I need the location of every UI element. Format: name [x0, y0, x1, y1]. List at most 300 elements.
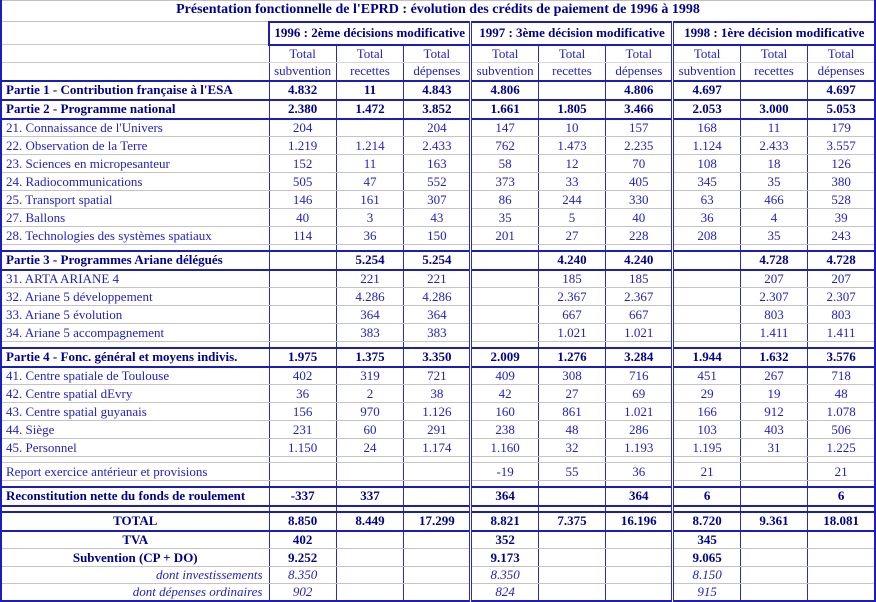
value-cell: 18: [740, 155, 807, 173]
value-cell: 528: [808, 191, 875, 209]
value-cell: 4.697: [808, 81, 875, 100]
value-cell: 39: [808, 209, 875, 227]
value-cell: 4.806: [606, 81, 673, 100]
row-label: 27. Ballons: [1, 209, 269, 227]
table-row: [1, 288, 875, 306]
value-cell: 221: [336, 270, 403, 288]
row-label: dont investissements: [1, 567, 269, 584]
value-cell: 3.000: [740, 100, 807, 119]
table-row: [1, 549, 875, 567]
value-cell: 364: [336, 306, 403, 324]
row-label: 28. Technologies des systèmes spatiaux: [1, 227, 269, 245]
value-cell: 1.174: [404, 439, 471, 457]
value-cell: 337: [336, 487, 403, 506]
value-cell: [740, 584, 807, 601]
value-cell: 409: [471, 367, 538, 385]
value-cell: 1.195: [673, 439, 740, 457]
value-cell: 9.252: [269, 549, 336, 567]
value-cell: 33: [538, 173, 605, 191]
value-cell: [538, 567, 605, 584]
row-label: TVA: [1, 531, 269, 549]
value-cell: 11: [336, 155, 403, 173]
table-row: [1, 119, 875, 137]
value-cell: 402: [269, 531, 336, 549]
value-cell: 21: [673, 463, 740, 481]
value-cell: 308: [538, 367, 605, 385]
value-cell: 4.832: [269, 81, 336, 100]
value-cell: [606, 549, 673, 567]
value-cell: 11: [740, 119, 807, 137]
value-cell: 231: [269, 421, 336, 439]
value-cell: 42: [471, 385, 538, 403]
row-label: Partie 3 - Programmes Ariane délégués: [1, 251, 269, 270]
row-label: 45. Personnel: [1, 439, 269, 457]
value-cell: 718: [808, 367, 875, 385]
value-cell: 63: [673, 191, 740, 209]
value-cell: 3: [336, 209, 403, 227]
value-cell: 152: [269, 155, 336, 173]
value-cell: [808, 549, 875, 567]
value-cell: 8.350: [269, 567, 336, 584]
value-cell: 201: [471, 227, 538, 245]
value-cell: 179: [808, 119, 875, 137]
row-label: 34. Ariane 5 accompagnement: [1, 324, 269, 342]
value-cell: 403: [740, 421, 807, 439]
value-cell: [740, 531, 807, 549]
subheader-total: Total: [471, 45, 538, 63]
value-cell: 383: [404, 324, 471, 342]
value-cell: 1.150: [269, 439, 336, 457]
value-cell: 4: [740, 209, 807, 227]
value-cell: 364: [606, 487, 673, 506]
value-cell: 1.975: [269, 348, 336, 367]
value-cell: [269, 270, 336, 288]
value-cell: 4.286: [336, 288, 403, 306]
value-cell: 1.225: [808, 439, 875, 457]
value-cell: 3.466: [606, 100, 673, 119]
subheader-kind: subvention: [269, 63, 336, 81]
value-cell: 168: [673, 119, 740, 137]
value-cell: [471, 306, 538, 324]
value-cell: [336, 584, 403, 601]
table-row: [1, 324, 875, 342]
value-cell: 47: [336, 173, 403, 191]
table-row: [1, 100, 875, 119]
value-cell: 286: [606, 421, 673, 439]
value-cell: 5.254: [404, 251, 471, 270]
subheader-total: Total: [538, 45, 605, 63]
table-row: [1, 209, 875, 227]
value-cell: 10: [538, 119, 605, 137]
row-label: 25. Transport spatial: [1, 191, 269, 209]
table-row: [1, 251, 875, 270]
value-cell: [269, 463, 336, 481]
table-row: [1, 421, 875, 439]
value-cell: -19: [471, 463, 538, 481]
value-cell: 36: [606, 463, 673, 481]
table-row: [1, 567, 875, 584]
subheader-kind: dépenses: [808, 63, 875, 81]
value-cell: 8.350: [471, 567, 538, 584]
value-cell: 108: [673, 155, 740, 173]
row-label: 32. Ariane 5 développement: [1, 288, 269, 306]
value-cell: 2.380: [269, 100, 336, 119]
row-label: Subvention (CP + DO): [1, 549, 269, 567]
table-row: [1, 81, 875, 100]
value-cell: 150: [404, 227, 471, 245]
value-cell: 27: [538, 227, 605, 245]
value-cell: [336, 463, 403, 481]
value-cell: 7.375: [538, 512, 605, 531]
table-row: [1, 191, 875, 209]
value-cell: 163: [404, 155, 471, 173]
value-cell: 48: [538, 421, 605, 439]
value-cell: [673, 324, 740, 342]
row-label: Report exercice antérieur et provisions: [1, 463, 269, 481]
value-cell: 2.433: [740, 137, 807, 155]
subheader-kind: recettes: [740, 63, 807, 81]
row-label: 41. Centre spatiale de Toulouse: [1, 367, 269, 385]
value-cell: 364: [404, 306, 471, 324]
value-cell: 18.081: [808, 512, 875, 531]
row-label: 42. Centre spatial dEvry: [1, 385, 269, 403]
year-group-header: 1997 : 3ème décision modificative: [471, 22, 673, 45]
value-cell: 5: [538, 209, 605, 227]
value-cell: 1.411: [740, 324, 807, 342]
value-cell: 4.697: [673, 81, 740, 100]
row-label: Partie 1 - Contribution française à l'ESA: [1, 81, 269, 100]
value-cell: [269, 306, 336, 324]
value-cell: 40: [606, 209, 673, 227]
value-cell: [538, 549, 605, 567]
value-cell: 2.367: [538, 288, 605, 306]
subheader-total: Total: [673, 45, 740, 63]
title-row: [1, 1, 875, 22]
table-row: [1, 512, 875, 531]
value-cell: 55: [538, 463, 605, 481]
table-row: [1, 227, 875, 245]
value-cell: 3.576: [808, 348, 875, 367]
value-cell: 4.843: [404, 81, 471, 100]
value-cell: 185: [606, 270, 673, 288]
value-cell: 803: [808, 306, 875, 324]
value-cell: 4.240: [606, 251, 673, 270]
value-cell: 383: [336, 324, 403, 342]
value-cell: 721: [404, 367, 471, 385]
subheader-total: Total: [404, 45, 471, 63]
row-label: Partie 4 - Fonc. général et moyens indivis.: [1, 348, 269, 367]
value-cell: 160: [471, 403, 538, 421]
table-row: [1, 348, 875, 367]
value-cell: 1.219: [269, 137, 336, 155]
value-cell: [471, 288, 538, 306]
row-label: 44. Siège: [1, 421, 269, 439]
value-cell: 1.021: [606, 403, 673, 421]
value-cell: 915: [673, 584, 740, 601]
value-cell: 8.449: [336, 512, 403, 531]
value-cell: 9.173: [471, 549, 538, 567]
value-cell: [404, 463, 471, 481]
value-cell: [336, 531, 403, 549]
value-cell: -337: [269, 487, 336, 506]
table-row: [1, 487, 875, 506]
value-cell: [673, 270, 740, 288]
value-cell: 204: [269, 119, 336, 137]
value-cell: 345: [673, 531, 740, 549]
subheader-row-2: [1, 63, 875, 81]
value-cell: [808, 531, 875, 549]
value-cell: 40: [269, 209, 336, 227]
value-cell: 2.235: [606, 137, 673, 155]
value-cell: 21: [808, 463, 875, 481]
value-cell: 32: [538, 439, 605, 457]
value-cell: [606, 584, 673, 601]
value-cell: 6: [673, 487, 740, 506]
value-cell: 207: [808, 270, 875, 288]
value-cell: 16.196: [606, 512, 673, 531]
row-label: 23. Sciences en micropesanteur: [1, 155, 269, 173]
value-cell: 244: [538, 191, 605, 209]
value-cell: 1.805: [538, 100, 605, 119]
value-cell: 8.720: [673, 512, 740, 531]
value-cell: 4.240: [538, 251, 605, 270]
value-cell: [606, 567, 673, 584]
value-cell: 166: [673, 403, 740, 421]
value-cell: 27: [538, 385, 605, 403]
value-cell: 1.214: [336, 137, 403, 155]
value-cell: 2.307: [808, 288, 875, 306]
value-cell: [740, 567, 807, 584]
subheader-kind: dépenses: [606, 63, 673, 81]
value-cell: 552: [404, 173, 471, 191]
value-cell: 291: [404, 421, 471, 439]
row-label: 33. Ariane 5 évolution: [1, 306, 269, 324]
value-cell: [336, 549, 403, 567]
value-cell: [673, 306, 740, 324]
value-cell: 466: [740, 191, 807, 209]
value-cell: 29: [673, 385, 740, 403]
value-cell: 48: [808, 385, 875, 403]
value-cell: 3.284: [606, 348, 673, 367]
value-cell: 11: [336, 81, 403, 100]
value-cell: 2.009: [471, 348, 538, 367]
year-group-header: 1996 : 2ème décisions modificative: [269, 22, 471, 45]
year-group-header: 1998 : 1ère décision modificative: [673, 22, 875, 45]
table-row: [1, 306, 875, 324]
value-cell: [404, 487, 471, 506]
value-cell: [471, 324, 538, 342]
row-label: 21. Connaissance de l'Univers: [1, 119, 269, 137]
table-row: [1, 173, 875, 191]
header-empty-cell: [1, 22, 269, 45]
value-cell: [336, 567, 403, 584]
value-cell: 405: [606, 173, 673, 191]
table-row: [1, 155, 875, 173]
table-row: [1, 439, 875, 457]
table-row: [1, 403, 875, 421]
value-cell: 803: [740, 306, 807, 324]
row-label: 24. Radiocommunications: [1, 173, 269, 191]
value-cell: 970: [336, 403, 403, 421]
value-cell: [673, 251, 740, 270]
value-cell: 902: [269, 584, 336, 601]
value-cell: 380: [808, 173, 875, 191]
value-cell: 4.286: [404, 288, 471, 306]
value-cell: 1.276: [538, 348, 605, 367]
value-cell: 19: [740, 385, 807, 403]
value-cell: 1.944: [673, 348, 740, 367]
table-row: [1, 385, 875, 403]
value-cell: [740, 81, 807, 100]
value-cell: 2: [336, 385, 403, 403]
value-cell: 4.728: [808, 251, 875, 270]
value-cell: [336, 119, 403, 137]
value-cell: 2.053: [673, 100, 740, 119]
subheader-total: Total: [606, 45, 673, 63]
value-cell: 2.367: [606, 288, 673, 306]
value-cell: [404, 531, 471, 549]
value-cell: 3.350: [404, 348, 471, 367]
value-cell: 6: [808, 487, 875, 506]
value-cell: 716: [606, 367, 673, 385]
subheader-total: Total: [740, 45, 807, 63]
value-cell: 228: [606, 227, 673, 245]
row-label: 22. Observation de la Terre: [1, 137, 269, 155]
value-cell: 70: [606, 155, 673, 173]
value-cell: 157: [606, 119, 673, 137]
value-cell: 267: [740, 367, 807, 385]
subheader-row-1: [1, 45, 875, 63]
value-cell: 8.821: [471, 512, 538, 531]
value-cell: 243: [808, 227, 875, 245]
value-cell: 36: [269, 385, 336, 403]
value-cell: 4.728: [740, 251, 807, 270]
value-cell: 1.193: [606, 439, 673, 457]
value-cell: 1.124: [673, 137, 740, 155]
value-cell: 307: [404, 191, 471, 209]
value-cell: 3.852: [404, 100, 471, 119]
value-cell: 5.053: [808, 100, 875, 119]
value-cell: 1.078: [808, 403, 875, 421]
value-cell: 1.472: [336, 100, 403, 119]
value-cell: 5.254: [336, 251, 403, 270]
value-cell: 204: [404, 119, 471, 137]
value-cell: 1.632: [740, 348, 807, 367]
value-cell: 208: [673, 227, 740, 245]
subheader-kind: recettes: [538, 63, 605, 81]
table-row: [1, 137, 875, 155]
value-cell: 86: [471, 191, 538, 209]
value-cell: [673, 288, 740, 306]
value-cell: 319: [336, 367, 403, 385]
row-label: 43. Centre spatial guyanais: [1, 403, 269, 421]
value-cell: 2.433: [404, 137, 471, 155]
value-cell: 58: [471, 155, 538, 173]
value-cell: [740, 487, 807, 506]
value-cell: 60: [336, 421, 403, 439]
value-cell: [404, 549, 471, 567]
value-cell: 330: [606, 191, 673, 209]
value-cell: 69: [606, 385, 673, 403]
value-cell: 1.375: [336, 348, 403, 367]
value-cell: 12: [538, 155, 605, 173]
value-cell: [538, 81, 605, 100]
value-cell: 156: [269, 403, 336, 421]
value-cell: [269, 288, 336, 306]
value-cell: 147: [471, 119, 538, 137]
subheader-kind: subvention: [673, 63, 740, 81]
value-cell: [740, 549, 807, 567]
value-cell: 103: [673, 421, 740, 439]
value-cell: 17.299: [404, 512, 471, 531]
value-cell: 4.806: [471, 81, 538, 100]
value-cell: [808, 584, 875, 601]
row-label: 31. ARTA ARIANE 4: [1, 270, 269, 288]
value-cell: 35: [740, 227, 807, 245]
value-cell: 36: [673, 209, 740, 227]
value-cell: 35: [740, 173, 807, 191]
value-cell: [538, 487, 605, 506]
value-cell: 912: [740, 403, 807, 421]
value-cell: 762: [471, 137, 538, 155]
value-cell: 9.065: [673, 549, 740, 567]
value-cell: 221: [404, 270, 471, 288]
value-cell: 31: [740, 439, 807, 457]
value-cell: 824: [471, 584, 538, 601]
header-empty-cell: [1, 63, 269, 81]
value-cell: 345: [673, 173, 740, 191]
value-cell: 667: [538, 306, 605, 324]
value-cell: 506: [808, 421, 875, 439]
value-cell: 1.411: [808, 324, 875, 342]
value-cell: [606, 531, 673, 549]
subheader-total: Total: [808, 45, 875, 63]
value-cell: [471, 251, 538, 270]
table-row: [1, 584, 875, 601]
value-cell: 146: [269, 191, 336, 209]
value-cell: 24: [336, 439, 403, 457]
year-group-row: [1, 22, 875, 45]
value-cell: 1.126: [404, 403, 471, 421]
value-cell: 9.361: [740, 512, 807, 531]
subheader-kind: dépenses: [404, 63, 471, 81]
value-cell: 1.661: [471, 100, 538, 119]
table-row: [1, 367, 875, 385]
subheader-kind: recettes: [336, 63, 403, 81]
value-cell: 185: [538, 270, 605, 288]
value-cell: [538, 531, 605, 549]
value-cell: 1.021: [606, 324, 673, 342]
value-cell: 352: [471, 531, 538, 549]
value-cell: 3.557: [808, 137, 875, 155]
value-cell: 161: [336, 191, 403, 209]
table-row: [1, 463, 875, 481]
value-cell: 373: [471, 173, 538, 191]
table-title: Présentation fonctionnelle de l'EPRD : évolution des crédits de paiement de 1996 à 1998: [1, 1, 875, 22]
table-row: [1, 270, 875, 288]
subheader-total: Total: [269, 45, 336, 63]
value-cell: 8.850: [269, 512, 336, 531]
value-cell: 364: [471, 487, 538, 506]
value-cell: 114: [269, 227, 336, 245]
value-cell: 1.160: [471, 439, 538, 457]
value-cell: 861: [538, 403, 605, 421]
value-cell: 8.150: [673, 567, 740, 584]
value-cell: [269, 324, 336, 342]
header-empty-cell: [1, 45, 269, 63]
value-cell: [471, 270, 538, 288]
row-label: TOTAL: [1, 512, 269, 531]
